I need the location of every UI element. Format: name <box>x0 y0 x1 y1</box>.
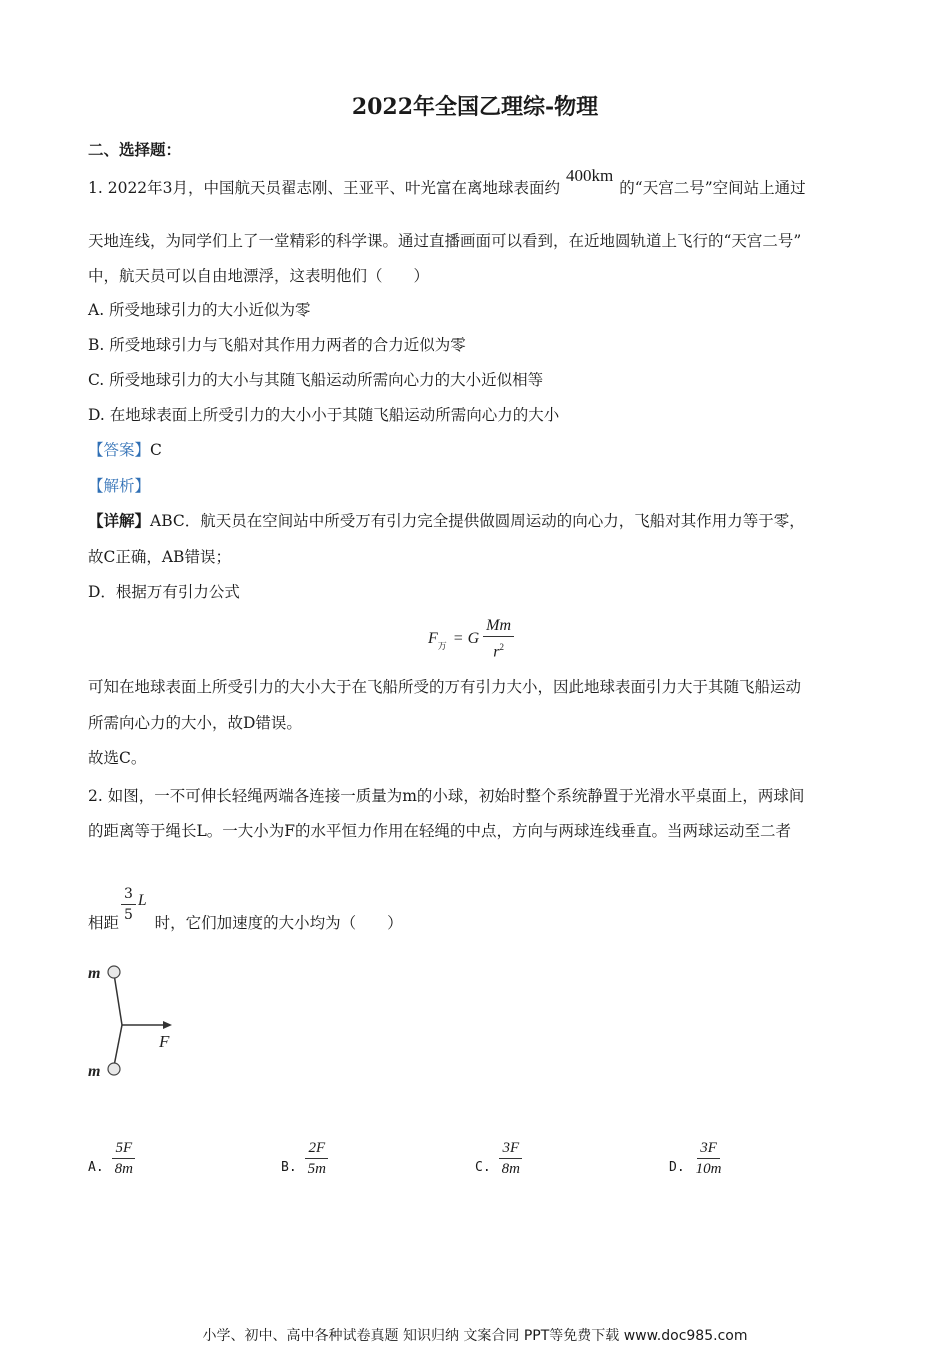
option-a-denominator: 8m <box>114 1161 133 1177</box>
ball-top <box>108 966 120 978</box>
q1-detail-line2: 故C正确，AB错误； <box>88 548 231 566</box>
option-c-denominator: 8m <box>501 1161 520 1177</box>
q2-stem-part-a: 相距 <box>88 913 120 932</box>
q2-stem-line1: 2. 如图，一不可伸长轻绳两端各连接一质量为m的小球，初始时整个系统静置于光滑水平桌面上，两球间 <box>88 787 805 805</box>
q1-option-c: C. 所受地球引力的大小与其随飞船运动所需向心力的大小近似相等 <box>88 371 544 389</box>
option-d-denominator: 10m <box>695 1161 722 1177</box>
answer-tag: 【答案】 <box>88 441 151 459</box>
q2-option-d <box>669 1138 725 1179</box>
distance-denominator: 5 <box>124 907 133 923</box>
q1-detail-line4: 可知在地球表面上所受引力的大小大于在飞船所受的万有引力大小，因此地球表面引力大于其随飞船运动 <box>88 678 802 696</box>
distance-variable: L <box>137 891 147 909</box>
option-b-denominator: 5m <box>307 1161 326 1177</box>
option-d-label: D. <box>669 1160 685 1175</box>
q2-stem-part-b: 时，它们加速度的大小均为（ ） <box>154 913 403 932</box>
formula-fraction <box>483 616 514 662</box>
q1-option-a: A. 所受地球引力的大小近似为零 <box>88 301 311 319</box>
q1-option-b: B. 所受地球引力与飞船对其作用力两者的合力近似为零 <box>88 336 466 354</box>
q2-option-b <box>281 1138 329 1179</box>
option-a-fraction <box>112 1138 136 1179</box>
force-arrow-head <box>163 1021 172 1029</box>
option-c-fraction <box>499 1138 523 1179</box>
q1-detail-line5: 所需向心力的大小，故D错误。 <box>88 714 302 732</box>
page-title: 2022年全国乙理综-物理 <box>351 94 599 120</box>
q1-stem-line1 <box>88 166 806 198</box>
q1-stem-line3: 中，航天员可以自由地漂浮，这表明他们（ ） <box>88 267 430 285</box>
section-heading: 二、选择题： <box>88 140 182 159</box>
page-footer: 小学、初中、高中各种试卷真题 知识归纳 文案合同 PPT等免费下载 www.doc985.com <box>202 1328 748 1344</box>
formula-r: r <box>493 643 500 661</box>
gravitation-formula <box>428 616 514 662</box>
detail-tag: 【详解】 <box>88 511 151 530</box>
ball-bottom <box>108 1063 120 1075</box>
detail-text-1: ABC．航天员在空间站中所受万有引力完全提供做圆周运动的向心力，飞船对其作用力等于零， <box>150 512 805 530</box>
option-d-fraction <box>693 1138 725 1179</box>
q2-option-a <box>88 1138 136 1179</box>
q1-height-value: 400km <box>566 166 614 185</box>
distance-numerator: 3 <box>121 884 136 905</box>
option-c-numerator: 3F <box>499 1138 522 1159</box>
formula-exponent: 2 <box>499 642 504 652</box>
option-b-numerator: 2F <box>305 1138 328 1159</box>
q1-stem-part-a: 1. 2022年3月，中国航天员翟志刚、王亚平、叶光富在离地球表面约 <box>88 179 561 197</box>
option-b-label: B. <box>281 1160 297 1175</box>
q1-detail-line3: D．根据万有引力公式 <box>88 583 240 601</box>
mass-label-top: m <box>88 965 101 982</box>
option-b-fraction <box>305 1138 329 1179</box>
formula-force: F <box>428 630 438 648</box>
rope-lower <box>114 1025 122 1066</box>
q1-stem-part-b: 的“天宫二号”空间站上通过 <box>619 179 806 197</box>
q2-option-c <box>475 1138 523 1179</box>
formula-subscript: 万 <box>437 641 447 652</box>
analysis-tag: 【解析】 <box>88 477 151 495</box>
option-a-numerator: 5F <box>112 1138 135 1159</box>
q1-option-d: D. 在地球表面上所受引力的大小小于其随飞船运动所需向心力的大小 <box>88 406 560 424</box>
q2-stem-line2: 的距离等于绳长L。一大小为F的水平恒力作用在轻绳的中点，方向与两球连线垂直。当两球运动至二者 <box>88 822 792 840</box>
formula-numerator: Mm <box>483 616 514 637</box>
formula-equals-g: = G <box>452 630 480 648</box>
formula-denominator <box>490 637 507 662</box>
q1-detail-line1 <box>88 511 805 531</box>
q2-distance-fraction <box>121 884 136 925</box>
option-c-label: C. <box>475 1160 491 1175</box>
two-balls-rope-figure <box>80 960 190 1090</box>
q1-conclusion: 故选C。 <box>88 749 147 767</box>
q1-answer <box>88 440 162 460</box>
rope-upper <box>114 974 122 1025</box>
answer-value: C <box>150 441 162 459</box>
option-a-label: A. <box>88 1160 104 1175</box>
mass-label-bottom: m <box>88 1063 101 1080</box>
force-label: F <box>159 1032 170 1051</box>
q1-stem-line2: 天地连线，为同学们上了一堂精彩的科学课。通过直播画面可以看到，在近地圆轨道上飞行的“天宫二号” <box>88 232 802 250</box>
option-d-numerator: 3F <box>697 1138 720 1159</box>
q2-stem-line3 <box>88 884 403 932</box>
